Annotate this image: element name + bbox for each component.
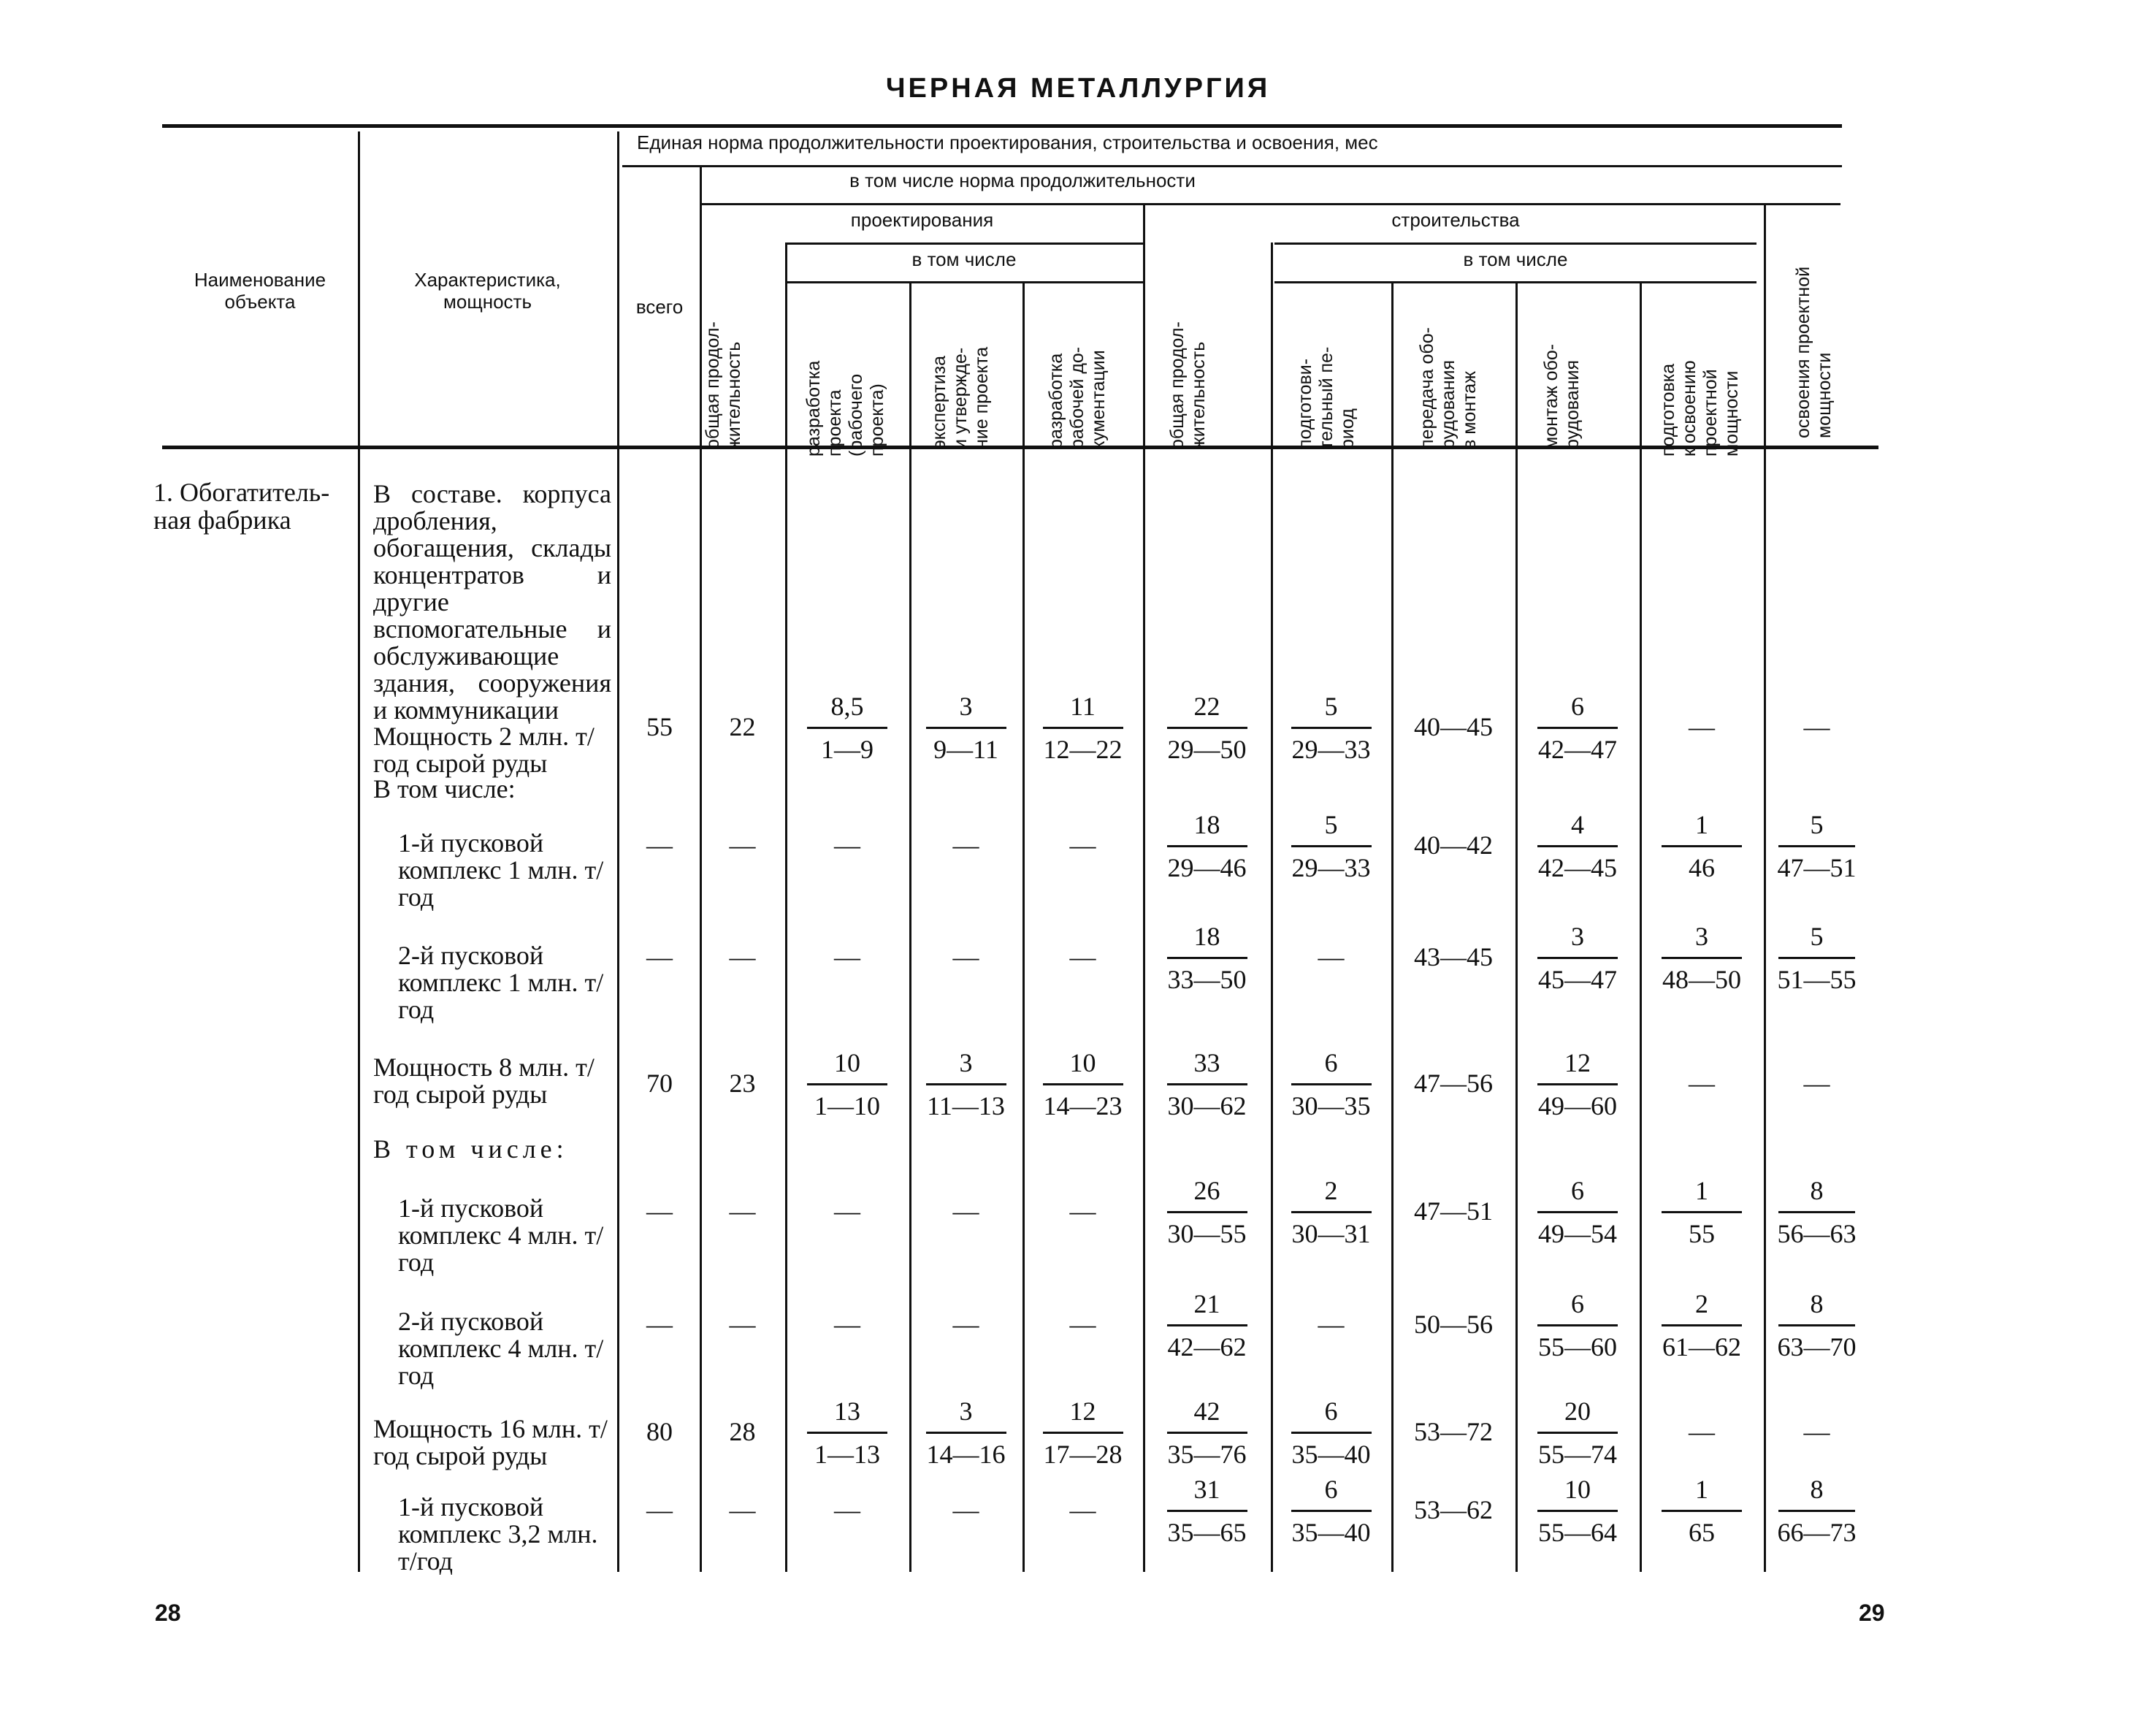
dev-cell: —	[1803, 1417, 1830, 1446]
fraction-numerator: 3	[959, 692, 973, 721]
fraction-denominator: 55—64	[1538, 1518, 1617, 1547]
header-constr-total: общая продол- жительность	[1167, 321, 1209, 449]
dev-fraction	[1764, 1176, 1870, 1248]
install-fraction	[1515, 1048, 1640, 1120]
header-design: проектирования	[850, 209, 994, 231]
exp-fraction	[909, 1397, 1022, 1469]
fraction-numerator: 8	[1810, 1475, 1824, 1504]
fraction-numerator: 3	[959, 1048, 973, 1077]
dev-fraction	[1764, 1289, 1870, 1362]
transfer-cell: 40—45	[1414, 712, 1493, 741]
transfer-cell: 53—62	[1414, 1495, 1493, 1524]
header-design-including: в том числе	[911, 248, 1017, 270]
fraction-numerator: 2	[1695, 1289, 1708, 1318]
c_total-fraction	[1143, 1475, 1271, 1547]
fraction-denominator: 30—35	[1291, 1091, 1371, 1120]
fraction-numerator: 21	[1193, 1289, 1220, 1318]
fraction-denominator: 35—40	[1291, 1440, 1371, 1469]
header-expertise: экспертиза и утвержде- ние проекта	[929, 346, 992, 449]
total-cell: —	[646, 830, 673, 860]
table-top-rule	[162, 124, 1842, 128]
work-cell: —	[1069, 942, 1096, 971]
c_total-fraction	[1143, 1289, 1271, 1362]
prep_dev-cell: —	[1689, 1069, 1715, 1098]
fraction-denominator: 66—73	[1777, 1518, 1857, 1547]
transfer-cell: 40—42	[1414, 830, 1493, 860]
prep_dev-fraction	[1640, 810, 1764, 882]
proj-cell: —	[834, 942, 860, 971]
exp-cell: —	[952, 1196, 979, 1226]
fraction-denominator: 35—40	[1291, 1518, 1371, 1547]
page-number-left: 28	[155, 1600, 181, 1626]
fraction-numerator: 13	[834, 1397, 860, 1426]
fraction-denominator: 45—47	[1538, 965, 1617, 994]
col-rule-9	[1391, 281, 1394, 1572]
prep_dev-fraction	[1640, 1289, 1764, 1362]
header-unified-norm: Единая норма продолжительности проектирования, строительства и освоения, мес	[637, 131, 1378, 153]
fraction-numerator: 18	[1193, 810, 1220, 839]
fraction-denominator: 47—51	[1777, 853, 1857, 882]
prep-fraction	[1271, 1176, 1391, 1248]
fraction-numerator: 33	[1193, 1048, 1220, 1077]
d_total-cell: —	[729, 1495, 756, 1524]
header-project-dev: разработка проекта (рабочего проекта)	[803, 360, 887, 457]
col-rule-7	[1143, 205, 1145, 1572]
header-development: освоения проектной мощности	[1793, 266, 1835, 438]
work-cell: —	[1069, 1495, 1096, 1524]
fraction-denominator: 49—60	[1538, 1091, 1617, 1120]
d_total-cell: 23	[729, 1069, 756, 1098]
fraction-numerator: 1	[1695, 1176, 1708, 1205]
col-rule-5	[909, 281, 911, 1572]
install-fraction	[1515, 692, 1640, 764]
total-cell: —	[646, 942, 673, 971]
c_total-fraction	[1143, 810, 1271, 882]
fraction-numerator: 3	[1571, 922, 1584, 951]
fraction-denominator: 42—47	[1538, 735, 1617, 764]
fraction-numerator: 6	[1571, 1176, 1584, 1205]
page-title: ЧЕРНАЯ МЕТАЛЛУРГИЯ	[885, 73, 1271, 104]
install-fraction	[1515, 810, 1640, 882]
prep-fraction	[1271, 1475, 1391, 1547]
col-rule-1	[358, 131, 360, 1572]
row-label: 2-й пусковой комплекс 1 млн. т/год	[398, 941, 604, 1024]
col-rule-8	[1271, 243, 1273, 1572]
fraction-numerator: 10	[1069, 1048, 1096, 1077]
fraction-denominator: 14—16	[926, 1440, 1006, 1469]
fraction-denominator: 61—62	[1662, 1332, 1741, 1362]
fraction-numerator: 5	[1324, 810, 1338, 839]
proj-cell: —	[834, 1196, 860, 1226]
composition-text: В составе. корпуса дробления, обогащения, склады концентратов и другие вспомогательные и обслуживающие здания, сооружения и коммуникации	[373, 479, 611, 725]
fraction-denominator: 12—22	[1043, 735, 1123, 764]
header-constr-including: в том числе	[1463, 248, 1568, 270]
fraction-numerator: 1	[1695, 1475, 1708, 1504]
proj-cell: —	[834, 1495, 860, 1524]
fraction-denominator: 29—33	[1291, 735, 1371, 764]
fraction-numerator: 22	[1193, 692, 1220, 721]
exp-cell: —	[952, 830, 979, 860]
d_total-cell: 28	[729, 1417, 756, 1446]
fraction-numerator: 20	[1564, 1397, 1591, 1426]
header-total: всего	[635, 296, 684, 318]
rule-under-including-norm	[701, 203, 1840, 205]
fraction-denominator: 65	[1689, 1518, 1715, 1547]
dev-cell: —	[1803, 712, 1830, 741]
row-label: 1-й пусковой комплекс 1 млн. т/год	[398, 828, 604, 912]
fraction-denominator: 29—33	[1291, 853, 1371, 882]
transfer-cell: 50—56	[1414, 1310, 1493, 1339]
install-fraction	[1515, 1397, 1640, 1469]
row-label: 1-й пусковой комплекс 4 млн. т/год	[398, 1194, 604, 1277]
prep_dev-fraction	[1640, 1475, 1764, 1547]
fraction-numerator: 6	[1324, 1397, 1338, 1426]
prep-cell: —	[1318, 1310, 1345, 1339]
fraction-denominator: 30—62	[1167, 1091, 1247, 1120]
fraction-numerator: 5	[1324, 692, 1338, 721]
prep-cell: —	[1318, 942, 1345, 971]
proj-cell: —	[834, 830, 860, 860]
rule-under-unified	[622, 165, 1842, 167]
fraction-numerator: 8	[1810, 1289, 1824, 1318]
work-cell: —	[1069, 1310, 1096, 1339]
exp-fraction	[909, 1048, 1022, 1120]
fraction-denominator: 35—65	[1167, 1518, 1247, 1547]
header-preparation-dev: подготовка к освоению проектной мощности	[1658, 360, 1742, 457]
fraction-denominator: 1—9	[821, 735, 874, 764]
dev-cell: —	[1803, 1069, 1830, 1098]
fraction-numerator: 8	[1810, 1176, 1824, 1205]
proj-cell: —	[834, 1310, 860, 1339]
row-label: Мощность 8 млн. т/год сырой руды	[373, 1053, 595, 1109]
fraction-denominator: 42—62	[1167, 1332, 1247, 1362]
install-fraction	[1515, 922, 1640, 994]
c_total-fraction	[1143, 922, 1271, 994]
fraction-denominator: 35—76	[1167, 1440, 1247, 1469]
header-equipment-install: монтаж обо- рудования	[1541, 343, 1583, 449]
fraction-denominator: 49—54	[1538, 1219, 1617, 1248]
header-name: Наименование объекта	[194, 269, 326, 313]
fraction-denominator: 1—13	[814, 1440, 880, 1469]
work-fraction	[1022, 692, 1143, 764]
fraction-denominator: 51—55	[1777, 965, 1857, 994]
total-cell: —	[646, 1495, 673, 1524]
rule-under-design-including	[785, 243, 1143, 245]
header-working-docs: разработка рабочей до- кументации	[1046, 346, 1109, 449]
col-rule-12	[1764, 205, 1766, 1572]
work-fraction	[1022, 1048, 1143, 1120]
fraction-numerator: 6	[1571, 692, 1584, 721]
work-fraction	[1022, 1397, 1143, 1469]
fraction-numerator: 12	[1564, 1048, 1591, 1077]
fraction-denominator: 42—45	[1538, 853, 1617, 882]
fraction-numerator: 3	[959, 1397, 973, 1426]
c_total-fraction	[1143, 1397, 1271, 1469]
install-fraction	[1515, 1289, 1640, 1362]
fraction-denominator: 9—11	[933, 735, 998, 764]
header-preparatory: подготови- тельный пе- риод	[1295, 346, 1358, 449]
fraction-numerator: 10	[1564, 1475, 1591, 1504]
fraction-denominator: 55—74	[1538, 1440, 1617, 1469]
fraction-denominator: 55—60	[1538, 1332, 1617, 1362]
total-cell: 55	[646, 712, 673, 741]
d_total-cell: —	[729, 1310, 756, 1339]
fraction-denominator: 1—10	[814, 1091, 880, 1120]
proj-fraction	[785, 692, 909, 764]
work-cell: —	[1069, 1196, 1096, 1226]
fraction-denominator: 56—63	[1777, 1219, 1857, 1248]
col-rule-6	[1022, 281, 1025, 1572]
dev-fraction	[1764, 810, 1870, 882]
col-rule-4	[785, 243, 787, 1572]
exp-fraction	[909, 692, 1022, 764]
header-design-total: общая продол- жительность	[703, 321, 744, 449]
header-equipment-transfer: передача обо- рудования в монтаж	[1417, 327, 1480, 449]
header-bottom-rule	[162, 446, 1878, 449]
prep_dev-fraction	[1640, 1176, 1764, 1248]
in-number-label-2: В том числе:	[373, 1134, 568, 1164]
d_total-cell: 22	[729, 712, 756, 741]
dev-fraction	[1764, 1475, 1870, 1547]
fraction-numerator: 10	[834, 1048, 860, 1077]
in-number-label: В том числе:	[373, 774, 516, 803]
d_total-cell: —	[729, 942, 756, 971]
d_total-cell: —	[729, 1196, 756, 1226]
fraction-denominator: 17—28	[1043, 1440, 1123, 1469]
install-fraction	[1515, 1176, 1640, 1248]
fraction-numerator: 4	[1571, 810, 1584, 839]
fraction-numerator: 31	[1193, 1475, 1220, 1504]
fraction-numerator: 6	[1571, 1289, 1584, 1318]
d_total-cell: —	[729, 830, 756, 860]
transfer-cell: 47—56	[1414, 1069, 1493, 1098]
c_total-fraction	[1143, 692, 1271, 764]
total-cell: —	[646, 1310, 673, 1339]
fraction-numerator: 6	[1324, 1048, 1338, 1077]
row-label: 1-й пусковой комплекс 3,2 млн. т/год	[398, 1492, 598, 1576]
prep-fraction	[1271, 810, 1391, 882]
fraction-denominator: 55	[1689, 1219, 1715, 1248]
fraction-numerator: 3	[1695, 922, 1708, 951]
col-rule-3	[700, 167, 702, 1572]
fraction-numerator: 5	[1810, 810, 1824, 839]
fraction-numerator: 6	[1324, 1475, 1338, 1504]
page-number-right: 29	[1859, 1600, 1885, 1626]
fraction-denominator: 30—31	[1291, 1219, 1371, 1248]
fraction-denominator: 29—50	[1167, 735, 1247, 764]
fraction-numerator: 26	[1193, 1176, 1220, 1205]
fraction-numerator: 11	[1070, 692, 1096, 721]
work-cell: —	[1069, 830, 1096, 860]
fraction-denominator: 30—55	[1167, 1219, 1247, 1248]
fraction-denominator: 29—46	[1167, 853, 1247, 882]
prep_dev-cell: —	[1689, 1417, 1715, 1446]
fraction-numerator: 2	[1324, 1176, 1338, 1205]
exp-cell: —	[952, 1310, 979, 1339]
fraction-denominator: 46	[1689, 853, 1715, 882]
exp-cell: —	[952, 1495, 979, 1524]
fraction-denominator: 48—50	[1662, 965, 1741, 994]
header-construction: строительства	[1391, 209, 1520, 231]
fraction-numerator: 18	[1193, 922, 1220, 951]
exp-cell: —	[952, 942, 979, 971]
header-including-norm: в том числе норма продолжительности	[849, 169, 1196, 191]
fraction-denominator: 14—23	[1043, 1091, 1123, 1120]
install-fraction	[1515, 1475, 1640, 1547]
row-label: Мощность 16 млн. т/год сырой руды	[373, 1414, 608, 1470]
prep_dev-cell: —	[1689, 712, 1715, 741]
fraction-denominator: 11—13	[927, 1091, 1005, 1120]
prep_dev-fraction	[1640, 922, 1764, 994]
fraction-numerator: 8,5	[830, 692, 864, 721]
fraction-numerator: 5	[1810, 922, 1824, 951]
rule-under-constr-including	[1274, 243, 1756, 245]
c_total-fraction	[1143, 1176, 1271, 1248]
transfer-cell: 47—51	[1414, 1196, 1493, 1226]
fraction-numerator: 1	[1695, 810, 1708, 839]
transfer-cell: 53—72	[1414, 1417, 1493, 1446]
proj-fraction	[785, 1397, 909, 1469]
proj-fraction	[785, 1048, 909, 1120]
row-label: 2-й пусковой комплекс 4 млн. т/год	[398, 1307, 604, 1390]
fraction-numerator: 42	[1193, 1397, 1220, 1426]
object-name: 1. Обогатитель- ная фабрика	[153, 478, 330, 535]
header-characteristic: Характеристика, мощность	[414, 269, 561, 313]
total-cell: —	[646, 1196, 673, 1226]
dev-fraction	[1764, 922, 1870, 994]
prep-fraction	[1271, 692, 1391, 764]
row-label: Мощность 2 млн. т/год сырой руды	[373, 722, 595, 778]
prep-fraction	[1271, 1397, 1391, 1469]
fraction-denominator: 33—50	[1167, 965, 1247, 994]
transfer-cell: 43—45	[1414, 942, 1493, 971]
c_total-fraction	[1143, 1048, 1271, 1120]
total-cell: 80	[646, 1417, 673, 1446]
fraction-numerator: 12	[1069, 1397, 1096, 1426]
prep-fraction	[1271, 1048, 1391, 1120]
fraction-denominator: 63—70	[1777, 1332, 1857, 1362]
total-cell: 70	[646, 1069, 673, 1098]
